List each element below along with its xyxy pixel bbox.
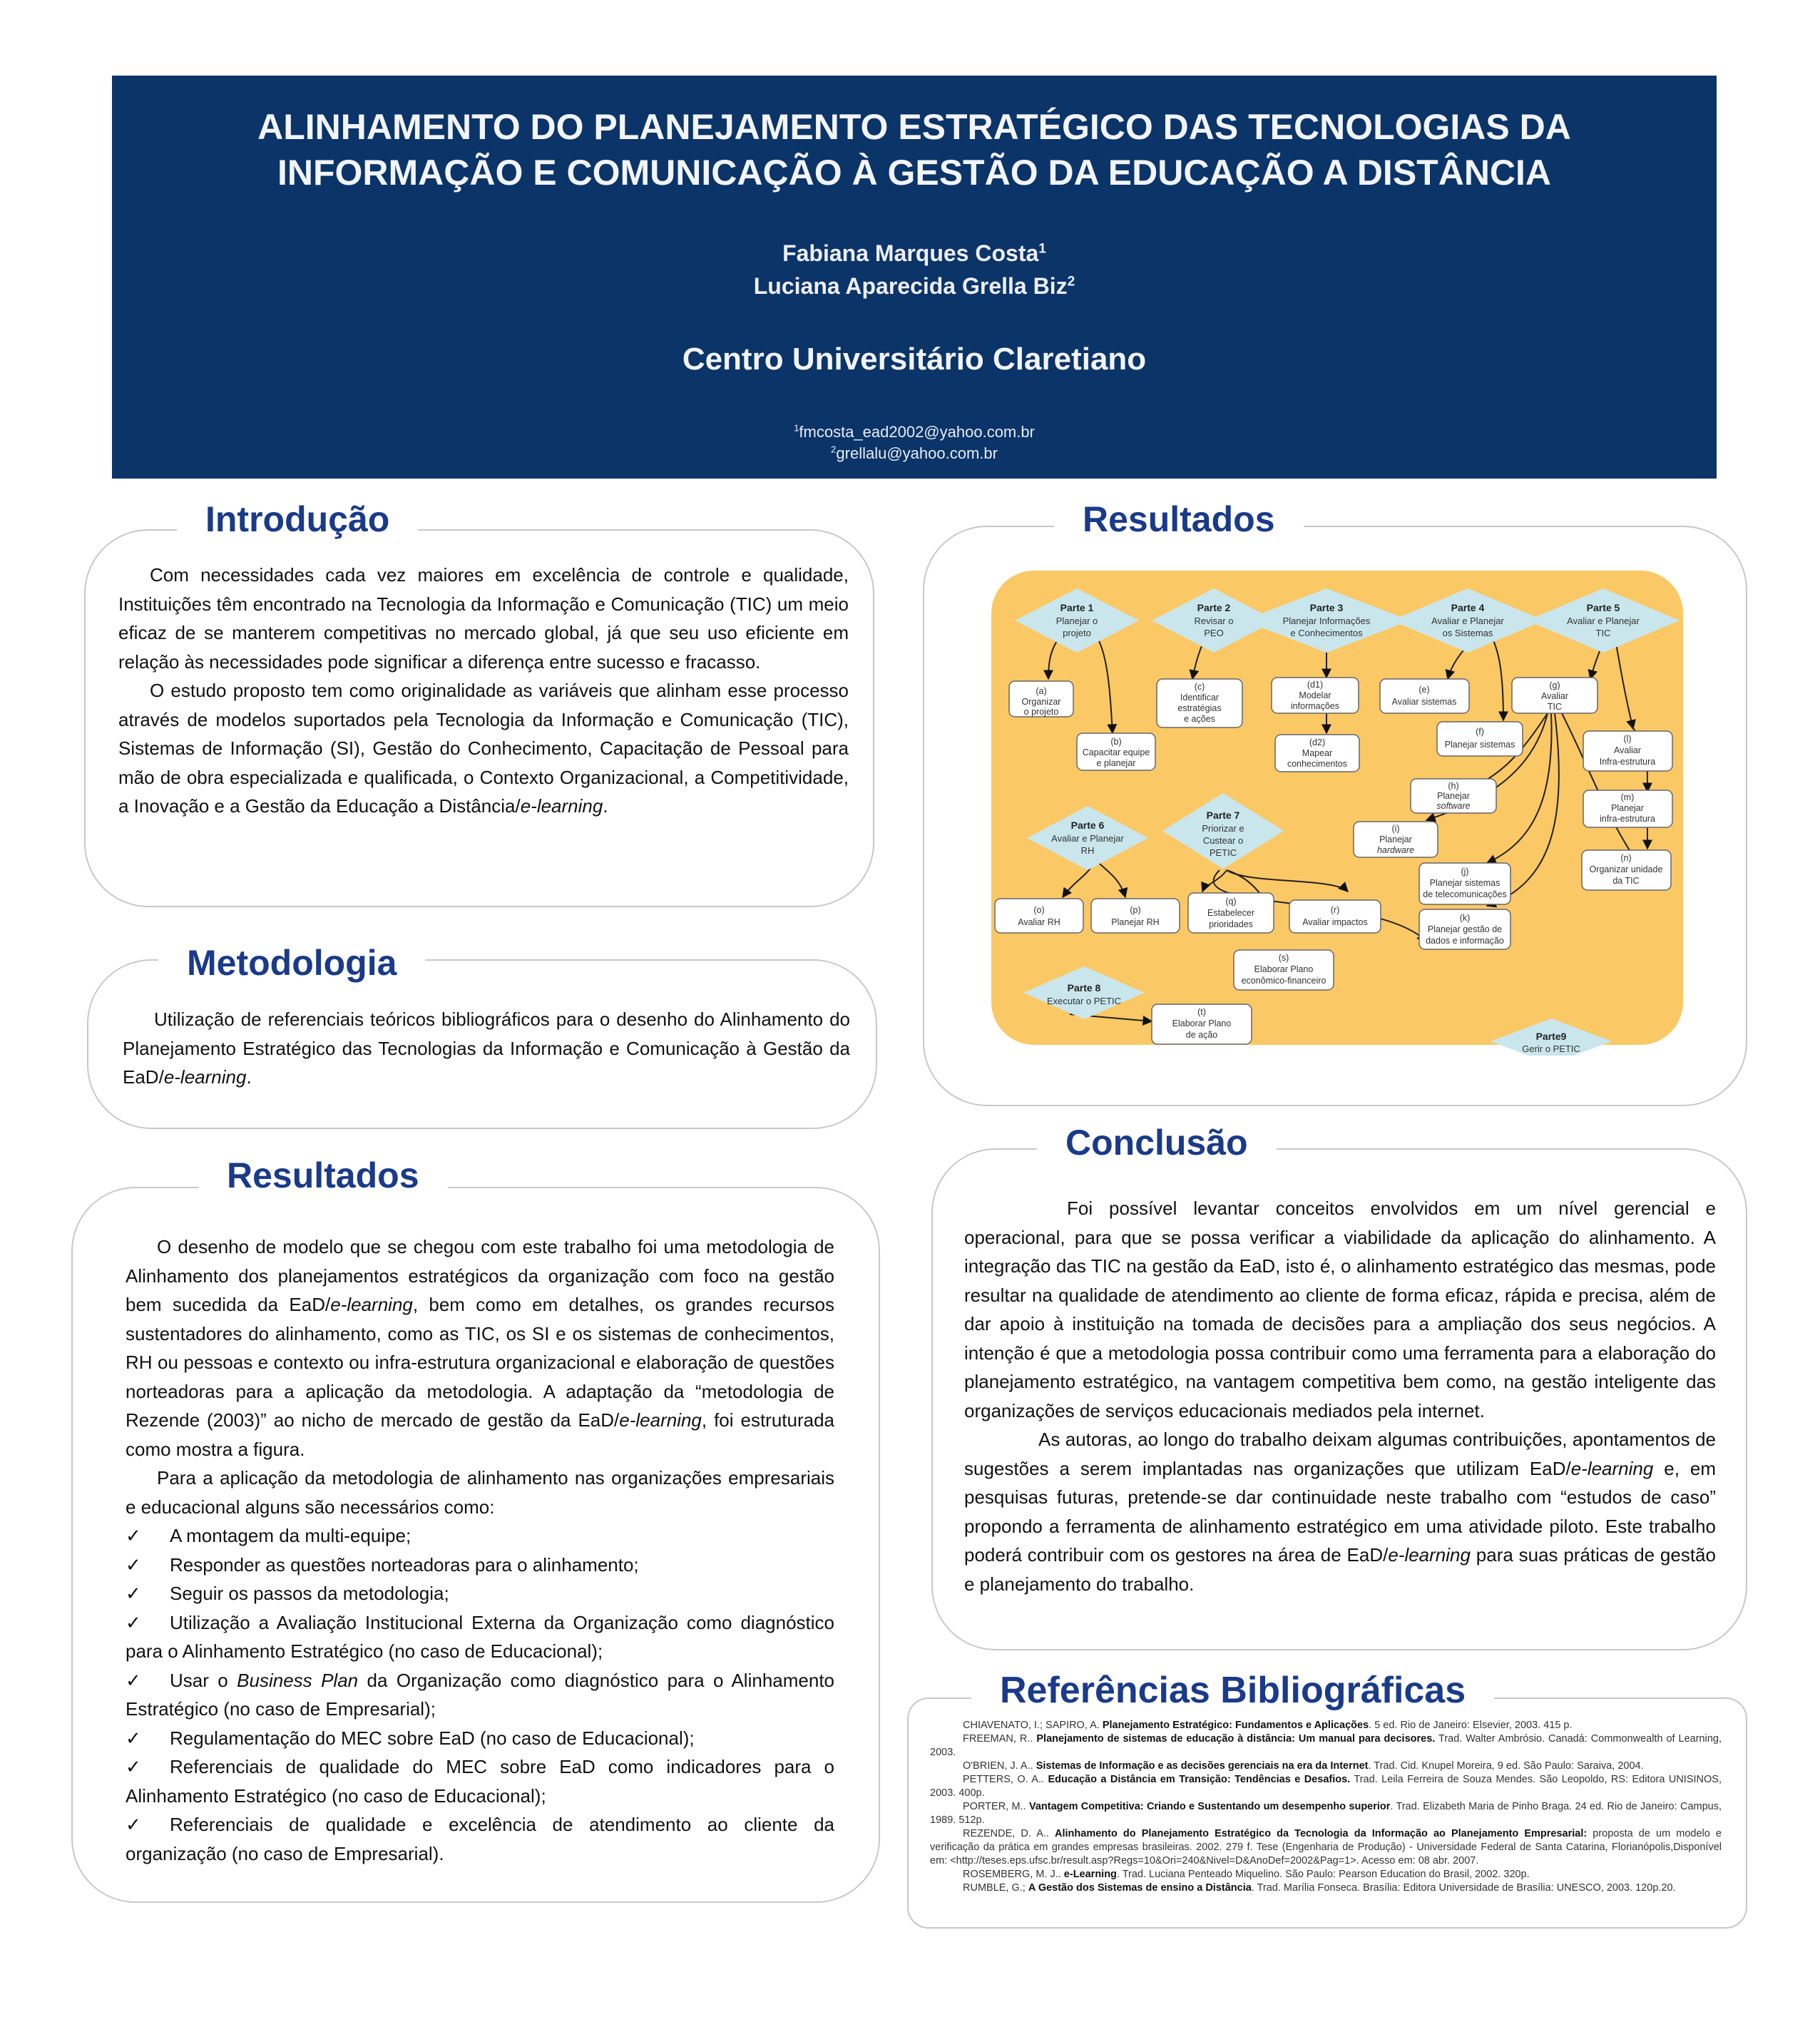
parte-6-line2: RH — [1080, 845, 1095, 856]
bullet-em: Business Plan — [237, 1669, 359, 1691]
list-item — [126, 1810, 834, 1868]
check-icon: ✓ — [126, 1525, 141, 1546]
resultados-p1-c: , foi estruturada como mostra a figura. — [126, 1409, 835, 1460]
box-b-line0: (b) — [1110, 737, 1122, 747]
conclusao-heading: Conclusão — [1037, 1120, 1277, 1165]
emails — [112, 422, 1717, 464]
conclusao-body — [964, 1194, 1716, 1598]
box-q-line0: (q) — [1225, 897, 1237, 907]
reference-title: Planejamento de sistemas de educação à distância: Um manual para decisores. — [1036, 1733, 1436, 1745]
box-n-line1: Organizar unidade — [1589, 864, 1663, 874]
reference-title: Planejamento Estratégico: Fundamentos e Aplicações — [1102, 1720, 1369, 1731]
reference-title: Alinhamento do Planejamento Estratégico da Tecnologia da Informação ao Planejamento Empresarial: — [1055, 1828, 1588, 1839]
box-k-line2: dados e informação — [1426, 936, 1504, 946]
list-item — [126, 1724, 834, 1753]
box-d1-line1: Modelar — [1299, 690, 1331, 700]
reference-title: Vantagem Competitiva: Criando e Sustentando um desempenho superior — [1028, 1801, 1391, 1812]
box-n-line0: (n) — [1620, 853, 1632, 863]
box-g-line2: TIC — [1547, 702, 1563, 712]
introducao-p2-end: . — [603, 795, 608, 817]
metodologia-body — [123, 1005, 850, 1092]
bullet-text: Usar o — [170, 1669, 237, 1691]
box-l-line2: Infra-estrutura — [1599, 757, 1656, 767]
reference-details: Trad. Leila Ferreira de Souza Mendes. São Leopoldo, RS: Editora UNISINOS, 2003. 400p. — [930, 1774, 1722, 1799]
parte-7-title: Parte 7 — [1206, 810, 1240, 821]
box-m-line0: (m) — [1620, 792, 1635, 802]
bullet-text: Seguir os passos da metodologia; — [170, 1583, 449, 1604]
reference-item — [930, 1773, 1722, 1800]
box-i-line2: hardware — [1376, 845, 1415, 855]
conclusao-p2 — [964, 1425, 1716, 1598]
reference-item — [930, 1868, 1722, 1881]
poster-header — [112, 76, 1717, 479]
parte-1-line2: projeto — [1063, 628, 1091, 638]
reference-author: REZENDE, D. A.. — [963, 1828, 1055, 1839]
introducao-p2 — [118, 676, 849, 821]
bullet-text: da Organização como diagnóstico para o Alinhamento Estratégico (no caso de Empresarial); — [126, 1669, 834, 1720]
reference-details: Trad. Walter Ambrósio. Canadá: Commonwealth of Learning, 2003. — [930, 1733, 1722, 1758]
parte-1-line1: Planejar o — [1055, 616, 1098, 626]
box-c-line0: (c) — [1194, 682, 1205, 692]
email-2 — [112, 443, 1717, 464]
box-i-line1: Planejar — [1379, 834, 1412, 844]
box-p-line0: (p) — [1130, 905, 1141, 915]
conclusao-p2-a: As autoras, ao longo do trabalho deixam algumas contribuições, apontamentos de sugestões a serem implantadas nas organizações que utilizam EaD/ — [964, 1429, 1716, 1479]
box-s-line1: Elaborar Plano — [1254, 964, 1314, 974]
box-d1-line2: informações — [1290, 701, 1340, 711]
reference-item — [930, 1827, 1722, 1868]
resultados-p2: Para a aplicação da metodologia de alinhamento nas organizações empresariais e educacional alguns são necessários como: — [126, 1467, 834, 1518]
parte-3-line1: Planejar Informações — [1282, 616, 1371, 626]
title-line-1: ALINHAMENTO DO PLANEJAMENTO ESTRATÉGICO DAS TECNOLOGIAS DA — [257, 107, 1571, 147]
email-1 — [112, 422, 1717, 443]
author-1 — [112, 237, 1717, 270]
box-b-line2: e planejar — [1096, 758, 1136, 768]
box-c-line1: Identificar — [1180, 693, 1220, 703]
box-j-line0: (j) — [1461, 867, 1469, 877]
email-1-text: fmcosta_ead2002@yahoo.com.br — [799, 423, 1035, 441]
resultados-p1-em2: e-learning — [619, 1409, 702, 1431]
introducao-heading: Introdução — [177, 496, 418, 542]
parte-9-line1: Gerir o PETIC — [1522, 1043, 1580, 1054]
box-p-line1: Planejar RH — [1111, 917, 1160, 927]
box-i-line0: (i) — [1391, 824, 1400, 834]
parte-9-title: Parte9 — [1535, 1031, 1567, 1042]
requirements-list — [126, 1521, 834, 1868]
parte-7-line1: Priorizar e — [1202, 823, 1244, 834]
check-icon: ✓ — [126, 1611, 141, 1633]
resultados-figura-heading: Resultados — [1054, 496, 1304, 542]
box-f-line1: Planejar sistemas — [1444, 740, 1515, 750]
parte-5-line1: Avaliar e Planejar — [1567, 616, 1640, 626]
box-d1-line0: (d1) — [1307, 680, 1324, 690]
parte-7-line3: PETIC — [1209, 847, 1237, 858]
resultados-texto-box — [71, 1187, 880, 1903]
reference-author: ROSEMBERG, M. J.. — [963, 1869, 1064, 1880]
parte-4-line1: Avaliar e Planejar — [1431, 616, 1504, 626]
box-a-line2: o projeto — [1023, 707, 1059, 717]
metodologia-p1-text: Utilização de referenciais teóricos bibliográficos para o desenho do Alinhamento do Planejamento Estratégico das Tecnologias da Informação e Comunicação à Gestão da EaD/ — [123, 1009, 850, 1088]
parte-8-line1: Executar o PETIC — [1046, 996, 1122, 1006]
box-d2-line2: conhecimentos — [1287, 759, 1348, 769]
box-f-line0: (f) — [1476, 727, 1484, 737]
conclusao-p2-b: e, em pesquisas futuras, pretende-se dar continuidade neste trabalho com “estudos de caso” propondo a ferramenta de alinhamento estratégico em uma atividade piloto. Este trabalho poderá contribuir com os gestores na área de EaD/ — [964, 1457, 1716, 1566]
introducao-p2-em: e-learning — [520, 795, 603, 817]
referencias-heading: Referências Bibliográficas — [971, 1668, 1494, 1713]
alignment-diagram — [991, 571, 1683, 1056]
reference-details: . 5 ed. Rio de Janeiro: Elsevier, 2003. 415 p. — [1369, 1720, 1573, 1731]
resultados-p1-b: , bem como em detalhes, os grandes recursos sustentadores do alinhamento, como as TIC, os SI e os sistemas de conhecimentos, RH ou pessoas e contexto ou infra-estrutura organizacional e elaboração de questões norteadoras para a aplicação da metodologia. A adaptação da “metodologia de Rezende (2003)” ao nicho de mercado de gestão da EaD/ — [126, 1294, 835, 1431]
box-g-line1: Avaliar — [1541, 691, 1568, 701]
conclusao-p2-c: para suas práticas de gestão e planejamento do trabalho. — [964, 1544, 1716, 1595]
box-c-line3: e ações — [1184, 714, 1215, 724]
check-icon: ✓ — [126, 1727, 141, 1749]
box-q-line1: Estabelecer — [1207, 908, 1255, 918]
bullet-text: Utilização a Avaliação Institucional Externa da Organização como diagnóstico para o Alinhamento Estratégico (no caso de Educacional); — [126, 1611, 834, 1662]
introducao-body — [118, 561, 849, 821]
box-b-line1: Capacitar equipe — [1082, 747, 1150, 757]
poster-title — [112, 104, 1717, 195]
box-q-line2: prioridades — [1209, 919, 1253, 929]
parte-4-line2: os Sistemas — [1442, 628, 1493, 638]
reference-item — [930, 1732, 1722, 1760]
box-r-line1: Avaliar impactos — [1302, 917, 1368, 927]
metodologia-p1-em: e-learning — [163, 1066, 247, 1088]
conclusao-box — [931, 1148, 1747, 1650]
reference-details: proposta de um modelo e verificação da prática em grandes empresas brasileiras. 2002. 279 f. Tese (Engenharia de Produção) - Universidade Federal de Santa Catarina, Florianópolis,Disponível em: <http://teses.eps.ufsc.br/result.asp?Regs=10&Ori=240&Nivel=D&AnoDef=2002&Pag=1>. Acesso em: 08 abr. 2007. — [930, 1828, 1722, 1867]
bullet-text: Referenciais de qualidade do MEC sobre EaD como indicadores para o Alinhamento Estratégico (no caso de Educacional); — [126, 1756, 834, 1807]
reference-title: A Gestão dos Sistemas de ensino a Distância — [1028, 1882, 1252, 1894]
authors — [112, 237, 1717, 302]
parte-1-title: Parte 1 — [1060, 602, 1094, 613]
reference-title: e-Learning — [1063, 1869, 1117, 1880]
email-2-text: grellalu@yahoo.com.br — [836, 444, 998, 462]
box-o-line1: Avaliar RH — [1018, 917, 1060, 927]
box-o — [995, 899, 1083, 933]
list-item — [126, 1752, 834, 1810]
box-m-line2: infra-estrutura — [1600, 814, 1655, 824]
metodologia-p1-end: . — [246, 1066, 252, 1088]
email-1-sup: 1 — [794, 422, 799, 434]
conclusao-p1: Foi possível levantar conceitos envolvidos em um nível gerencial e operacional, para que se possa verificar a viabilidade da aplicação do alinhamento. A integração das TIC na gestão da EaD, isto é, o alinhamento estratégico das mesmas, pode resultar na qualidade de atendimento ao cliente de forma eficaz, rápida e precisa, além de dar apoio à instituição na tomada de decisões para a ampliação dos seus negócios. A intenção é que a metodologia possa contribuir como uma ferramenta para a elaboração do planejamento estratégico, na vantagem competitiva bem como, na gestão inteligente das organizações de serviços educacionais mediados pela internet. — [964, 1198, 1716, 1421]
list-item — [126, 1521, 834, 1551]
metodologia-heading: Metodologia — [158, 940, 425, 986]
box-h-line0: (h) — [1448, 781, 1459, 791]
list-item — [126, 1551, 834, 1580]
box-c-line2: estratégias — [1177, 703, 1222, 713]
parte-2-line2: PEO — [1204, 628, 1224, 638]
box-t-line1: Elaborar Plano — [1172, 1018, 1232, 1028]
reference-item — [930, 1800, 1722, 1827]
parte-5-line2: TIC — [1595, 628, 1611, 638]
author-1-sup: 1 — [1038, 241, 1046, 257]
parte-2-title: Parte 2 — [1197, 602, 1231, 613]
author-1-name: Fabiana Marques Costa — [782, 240, 1039, 266]
reference-author: CHIAVENATO, I.; SAPIRO, A. — [963, 1720, 1103, 1731]
parte-5-title: Parte 5 — [1586, 602, 1620, 613]
email-2-sup: 2 — [831, 444, 837, 455]
conclusao-p2-em1: e-learning — [1570, 1457, 1654, 1479]
resultados-texto-heading: Resultados — [198, 1153, 448, 1198]
author-2 — [112, 270, 1717, 302]
resultados-p1-a: O desenho de modelo que se chegou com este trabalho foi uma metodologia de Alinhamento dos planejamentos estratégicos da organização com foco na gestão bem sucedida da EaD/ — [126, 1236, 834, 1315]
box-g-line0: (g) — [1549, 680, 1560, 690]
box-k-line1: Planejar gestão de — [1427, 924, 1503, 934]
check-icon: ✓ — [126, 1756, 141, 1777]
parte-3-line2: e Conhecimentos — [1290, 628, 1363, 638]
reference-author: O'BRIEN, J. A.. — [963, 1760, 1036, 1772]
box-t-line0: (t) — [1197, 1007, 1206, 1017]
author-2-sup: 2 — [1067, 274, 1075, 290]
parte-4-title: Parte 4 — [1451, 602, 1485, 613]
introducao-box — [84, 529, 874, 907]
list-item — [126, 1579, 834, 1608]
reference-author: PETTERS, O. A.. — [963, 1774, 1048, 1785]
referencias-box — [907, 1697, 1747, 1929]
box-d2-line0: (d2) — [1309, 737, 1326, 747]
box-h-line1: Planejar — [1437, 791, 1470, 801]
reference-title: Sistemas de Informação e as decisões gerenciais na era da Internet — [1036, 1760, 1369, 1772]
reference-details: . Trad. Cid. Knupel Moreira, 9 ed. São Paulo: Saraiva, 2004. — [1368, 1760, 1644, 1772]
list-item — [126, 1608, 834, 1666]
box-s-line0: (s) — [1278, 953, 1289, 963]
metodologia-p1 — [123, 1005, 850, 1092]
check-icon: ✓ — [126, 1553, 141, 1576]
reference-details: . Trad. Luciana Penteado Miquelino. São Paulo: Pearson Education do Brasil, 2002. 320p. — [1116, 1869, 1530, 1880]
reference-details: . Trad. Marília Fonseca. Brasília: Editora Universidade de Brasília: UNESCO, 2003. 120p.20. — [1251, 1882, 1676, 1894]
introducao-p1: Com necessidades cada vez maiores em excelência de controle e qualidade, Instituições têm encontrado na Tecnologia da Informação e Comunicação (TIC) um meio eficaz de se manterem competitivas no mercado global, já que seu uso eficiente em relação às necessidades pode significar a diferença entre sucesso e fracasso. — [118, 564, 849, 673]
parte-8-title: Parte 8 — [1067, 982, 1101, 994]
bullet-text: Responder as questões norteadoras para o alinhamento; — [170, 1553, 639, 1576]
box-t-line2: de ação — [1185, 1030, 1218, 1040]
box-h-line2: software — [1436, 801, 1471, 811]
check-icon: ✓ — [126, 1669, 141, 1691]
parte-3-title: Parte 3 — [1309, 602, 1344, 613]
resultados-texto-body — [126, 1232, 834, 1868]
resultados-p1-em1: e-learning — [330, 1294, 413, 1315]
box-s-line2: econômico-financeiro — [1241, 976, 1326, 986]
parte-2-line1: Revisar o — [1194, 616, 1234, 626]
parte-7-line2: Custear o — [1202, 835, 1244, 846]
box-a-line0: (a) — [1036, 686, 1047, 696]
conclusao-p2-em2: e-learning — [1388, 1544, 1471, 1566]
referencias-list — [930, 1719, 1722, 1895]
reference-title: Educação a Distância em Transição: Tendências e Desafios. — [1048, 1774, 1351, 1785]
check-icon: ✓ — [126, 1814, 141, 1835]
box-e-line0: (e) — [1418, 685, 1430, 695]
check-icon: ✓ — [126, 1583, 141, 1604]
box-d2-line1: Mapear — [1302, 748, 1333, 758]
box-e-line1: Avaliar sistemas — [1391, 697, 1457, 707]
bullet-text: Referenciais de qualidade e excelência de atendimento ao cliente da organização (no caso de Empresarial). — [126, 1814, 834, 1864]
reference-details: . Trad. Elizabeth Maria de Pinho Braga. 24 ed. Rio de Janeiro: Campus, 1989. 512p. — [930, 1801, 1722, 1826]
bullet-text: A montagem da multi-equipe; — [170, 1525, 411, 1546]
box-a-line1: Organizar — [1021, 697, 1061, 707]
reference-author: RUMBLE, G.; — [963, 1882, 1028, 1894]
box-l-line1: Avaliar — [1614, 745, 1641, 755]
reference-author: FREEMAN, R.. — [963, 1733, 1037, 1745]
reference-item — [930, 1760, 1722, 1773]
reference-item — [930, 1719, 1722, 1732]
title-line-2: INFORMAÇÃO E COMUNICAÇÃO À GESTÃO DA EDUCAÇÃO A DISTÂNCIA — [277, 153, 1552, 193]
parte-6-line1: Avaliar e Planejar — [1051, 833, 1124, 844]
box-k-line0: (k) — [1459, 913, 1471, 923]
box-n-line2: da TIC — [1612, 876, 1640, 886]
bullet-text: Regulamentação do MEC sobre EaD (no caso de Educacional); — [170, 1727, 695, 1749]
reference-author: PORTER, M.. — [963, 1801, 1029, 1812]
resultados-p1 — [126, 1232, 834, 1464]
author-2-name: Luciana Aparecida Grella Biz — [753, 273, 1068, 299]
box-p — [1091, 899, 1180, 933]
box-j-line2: de telecomunicações — [1423, 889, 1507, 899]
reference-item — [930, 1881, 1722, 1895]
introducao-p2-text: O estudo proposto tem como originalidade as variáveis que alinham esse processo através de modelos suportados pela Tecnologia da Informação e Comunicação (TIC), Sistemas de Informação (SI), Gestão do Conhecimento, Capacitação de Pessoal para mão de obra especializada e qualificada, o Contexto Organizacional, a Competitividade, a Inovação e a Gestão da Educação a Distância/ — [118, 680, 849, 817]
parte-6-title: Parte 6 — [1070, 819, 1105, 831]
box-l-line0: (l) — [1623, 734, 1632, 744]
box-r-line0: (r) — [1330, 905, 1340, 915]
box-o-line0: (o) — [1033, 905, 1045, 915]
box-j-line1: Planejar sistemas — [1429, 878, 1501, 888]
institution: Centro Universitário Claretiano — [682, 342, 1147, 377]
list-item — [126, 1666, 834, 1724]
box-m-line1: Planejar — [1611, 803, 1644, 813]
